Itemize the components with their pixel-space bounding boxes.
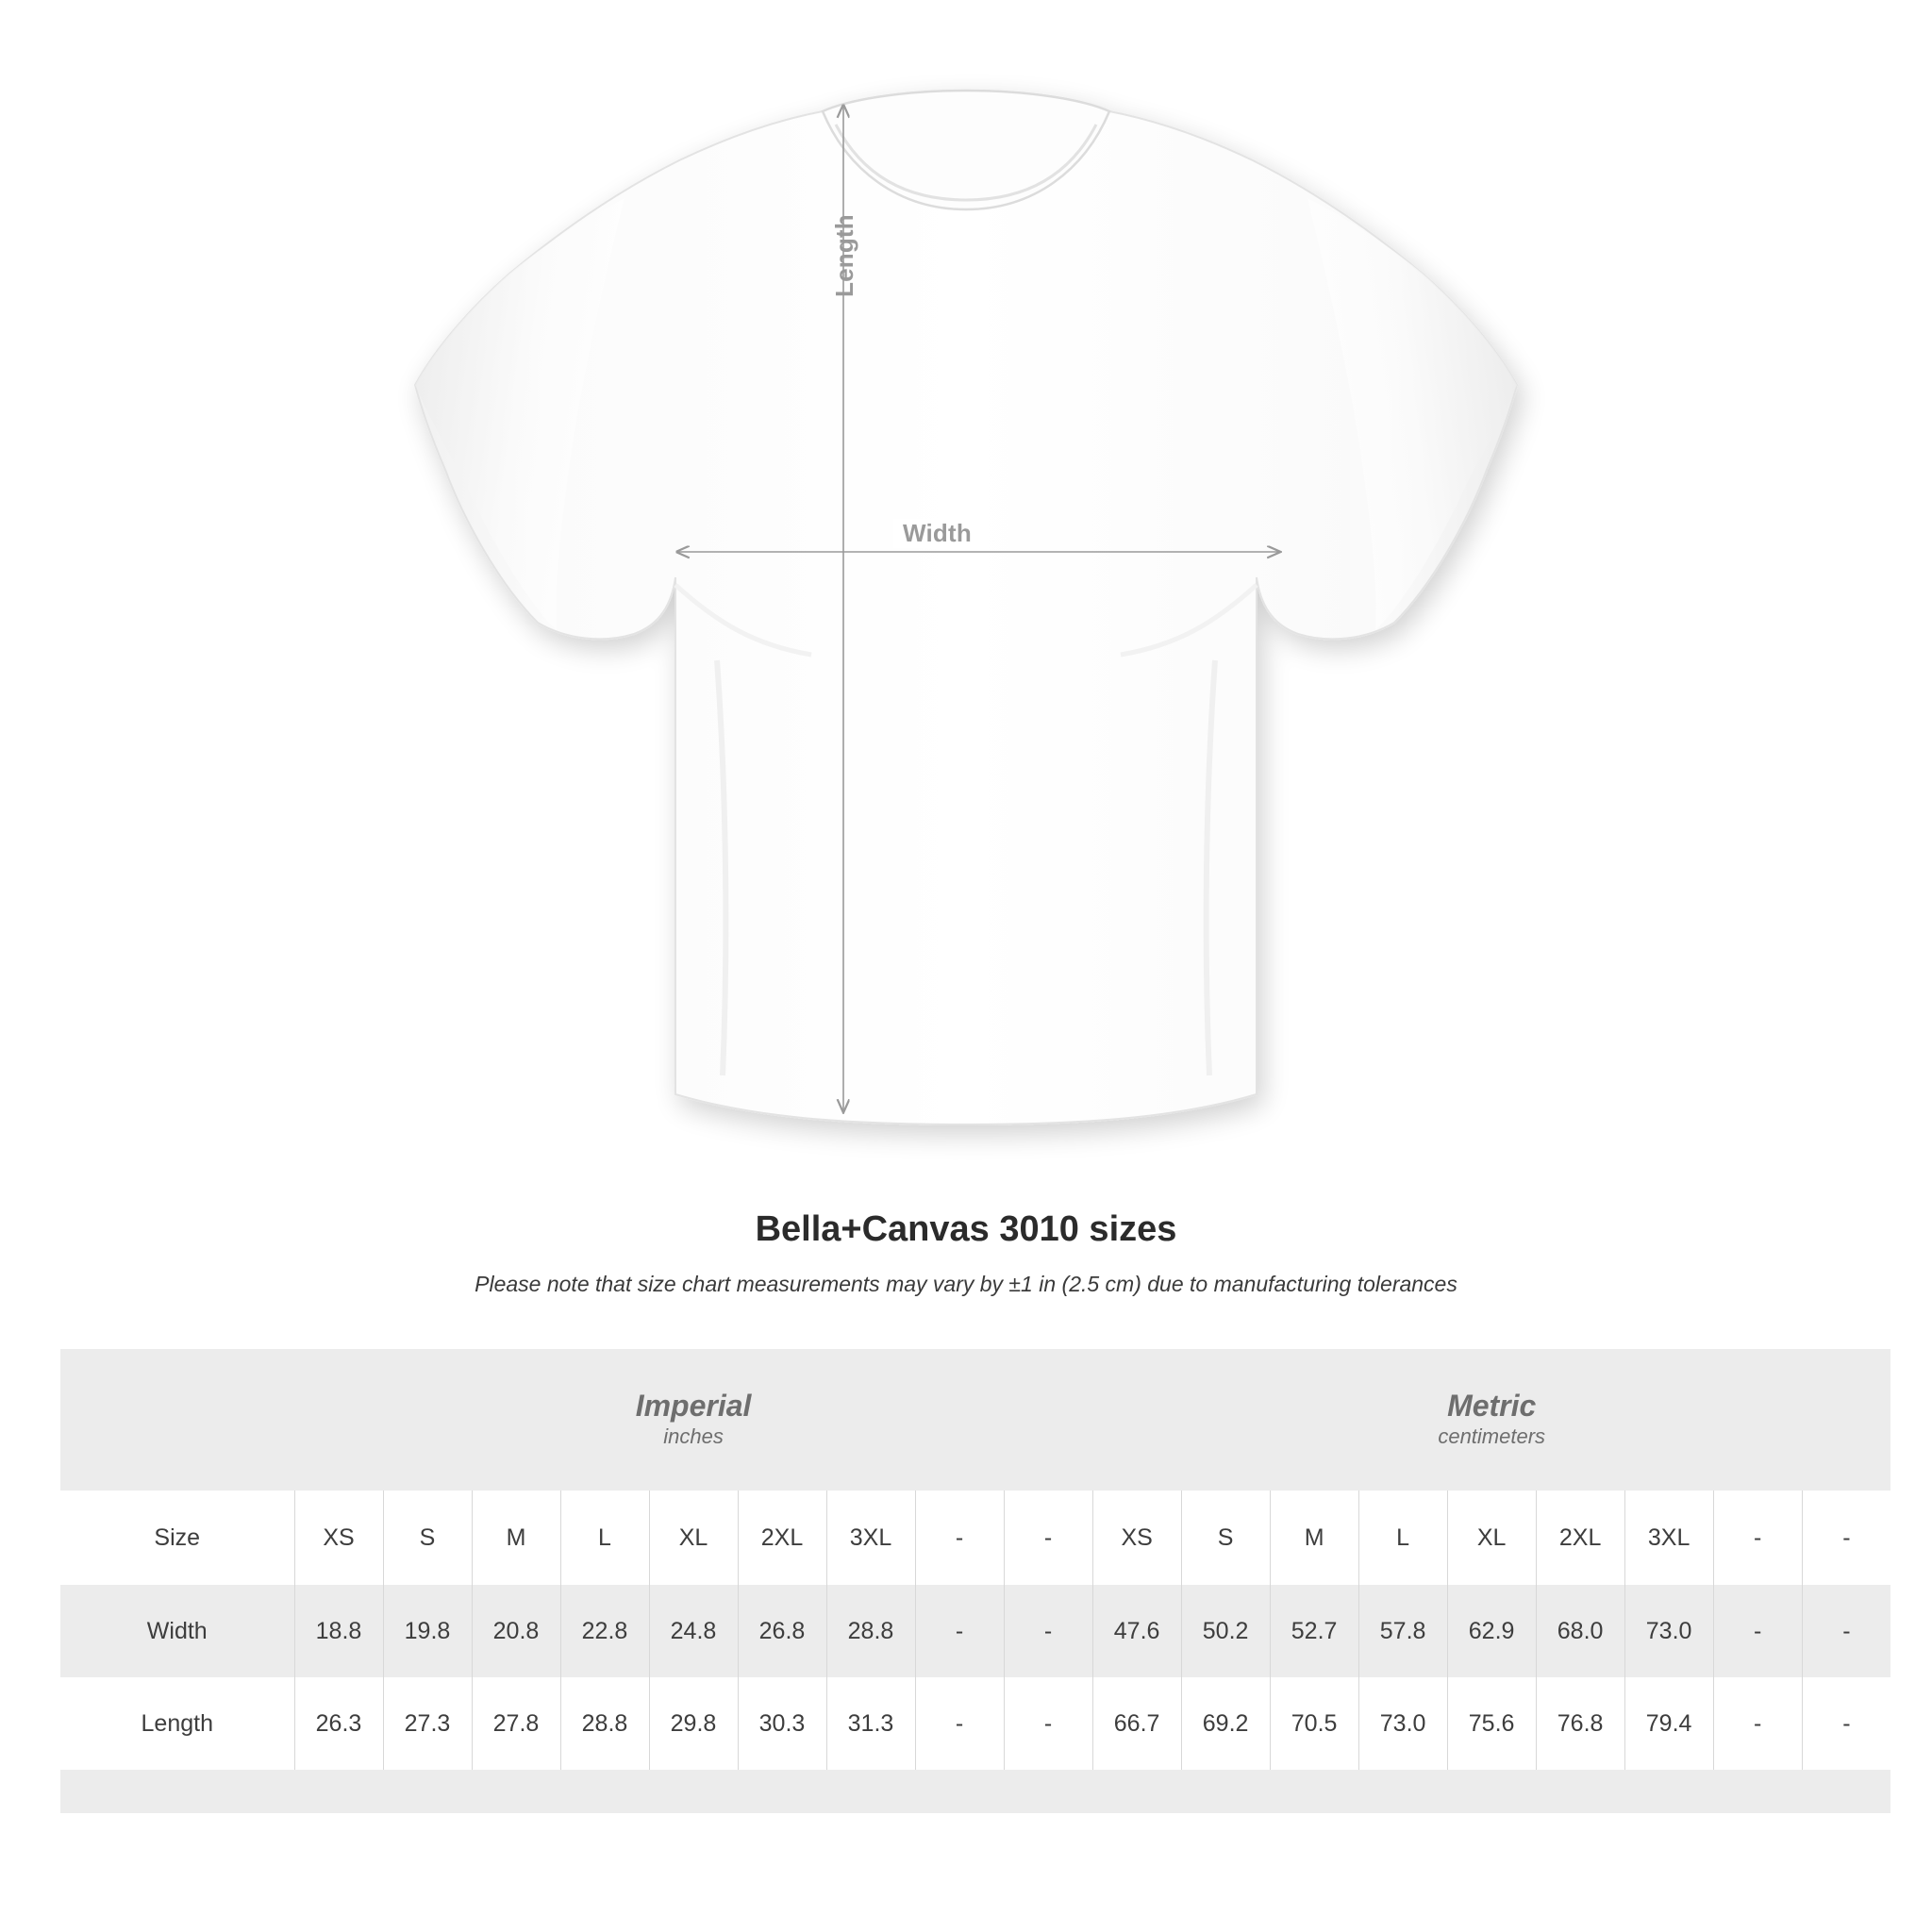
size-imperial-1: S	[383, 1491, 472, 1585]
width-metric-6: 73.0	[1624, 1585, 1713, 1677]
width-imperial-4: 24.8	[649, 1585, 738, 1677]
row-header-length: Length	[60, 1677, 294, 1770]
unit-sub-imperial: inches	[663, 1424, 724, 1449]
size-imperial-4: XL	[649, 1491, 738, 1585]
width-metric-2: 52.7	[1270, 1585, 1358, 1677]
size-imperial-5: 2XL	[738, 1491, 826, 1585]
unit-name-imperial: Imperial	[635, 1389, 752, 1424]
length-dimension-label: Length	[830, 214, 858, 297]
unit-header-metric	[1092, 1349, 1890, 1491]
unit-sub-metric: centimeters	[1438, 1424, 1546, 1449]
size-metric-1: S	[1181, 1491, 1270, 1585]
length-imperial-1: 27.3	[383, 1677, 472, 1770]
length-metric-7: -	[1713, 1677, 1802, 1770]
table-row-length	[60, 1677, 1890, 1770]
unit-header-imperial	[294, 1349, 1092, 1491]
width-metric-7: -	[1713, 1585, 1802, 1677]
width-imperial-6: 28.8	[826, 1585, 915, 1677]
width-metric-8: -	[1802, 1585, 1890, 1677]
width-metric-0: 47.6	[1092, 1585, 1181, 1677]
width-imperial-1: 19.8	[383, 1585, 472, 1677]
length-imperial-3: 28.8	[560, 1677, 649, 1770]
size-metric-0: XS	[1092, 1491, 1181, 1585]
size-imperial-7: -	[915, 1491, 1004, 1585]
length-imperial-8: -	[1004, 1677, 1092, 1770]
size-metric-2: M	[1270, 1491, 1358, 1585]
width-metric-4: 62.9	[1447, 1585, 1536, 1677]
length-imperial-6: 31.3	[826, 1677, 915, 1770]
length-metric-6: 79.4	[1624, 1677, 1713, 1770]
width-imperial-2: 20.8	[472, 1585, 560, 1677]
size-imperial-8: -	[1004, 1491, 1092, 1585]
length-metric-1: 69.2	[1181, 1677, 1270, 1770]
width-dimension-label: Width	[893, 519, 981, 548]
length-imperial-0: 26.3	[294, 1677, 383, 1770]
unit-name-metric: Metric	[1447, 1389, 1537, 1424]
size-metric-6: 3XL	[1624, 1491, 1713, 1585]
size-imperial-3: L	[560, 1491, 649, 1585]
size-imperial-2: M	[472, 1491, 560, 1585]
table-unit-header-row	[60, 1349, 1890, 1491]
size-metric-8: -	[1802, 1491, 1890, 1585]
length-imperial-2: 27.8	[472, 1677, 560, 1770]
size-metric-7: -	[1713, 1491, 1802, 1585]
width-imperial-7: -	[915, 1585, 1004, 1677]
row-header-size: Size	[60, 1491, 294, 1585]
length-metric-4: 75.6	[1447, 1677, 1536, 1770]
length-imperial-4: 29.8	[649, 1677, 738, 1770]
table-footer-strip	[60, 1770, 1890, 1813]
width-imperial-0: 18.8	[294, 1585, 383, 1677]
page-subtitle: Please note that size chart measurements may vary by ±1 in (2.5 cm) due to manufacturing tolerances	[475, 1272, 1457, 1296]
length-metric-2: 70.5	[1270, 1677, 1358, 1770]
width-imperial-3: 22.8	[560, 1585, 649, 1677]
shirt-shape	[415, 91, 1517, 1124]
size-metric-5: 2XL	[1536, 1491, 1624, 1585]
table-footer-cell	[60, 1770, 1890, 1813]
width-metric-5: 68.0	[1536, 1585, 1624, 1677]
size-imperial-6: 3XL	[826, 1491, 915, 1585]
length-imperial-5: 30.3	[738, 1677, 826, 1770]
length-metric-0: 66.7	[1092, 1677, 1181, 1770]
unit-header-spacer	[60, 1349, 294, 1491]
width-imperial-8: -	[1004, 1585, 1092, 1677]
row-header-width: Width	[60, 1585, 294, 1677]
table-row-width	[60, 1585, 1890, 1677]
table-size-row	[60, 1491, 1890, 1585]
length-imperial-7: -	[915, 1677, 1004, 1770]
size-metric-4: XL	[1447, 1491, 1536, 1585]
page-title: Bella+Canvas 3010 sizes	[755, 1209, 1177, 1249]
width-imperial-5: 26.8	[738, 1585, 826, 1677]
length-metric-3: 73.0	[1358, 1677, 1447, 1770]
size-chart-table	[60, 1349, 1890, 1813]
width-metric-1: 50.2	[1181, 1585, 1270, 1677]
width-metric-3: 57.8	[1358, 1585, 1447, 1677]
size-metric-3: L	[1358, 1491, 1447, 1585]
length-metric-8: -	[1802, 1677, 1890, 1770]
size-imperial-0: XS	[294, 1491, 383, 1585]
length-metric-5: 76.8	[1536, 1677, 1624, 1770]
